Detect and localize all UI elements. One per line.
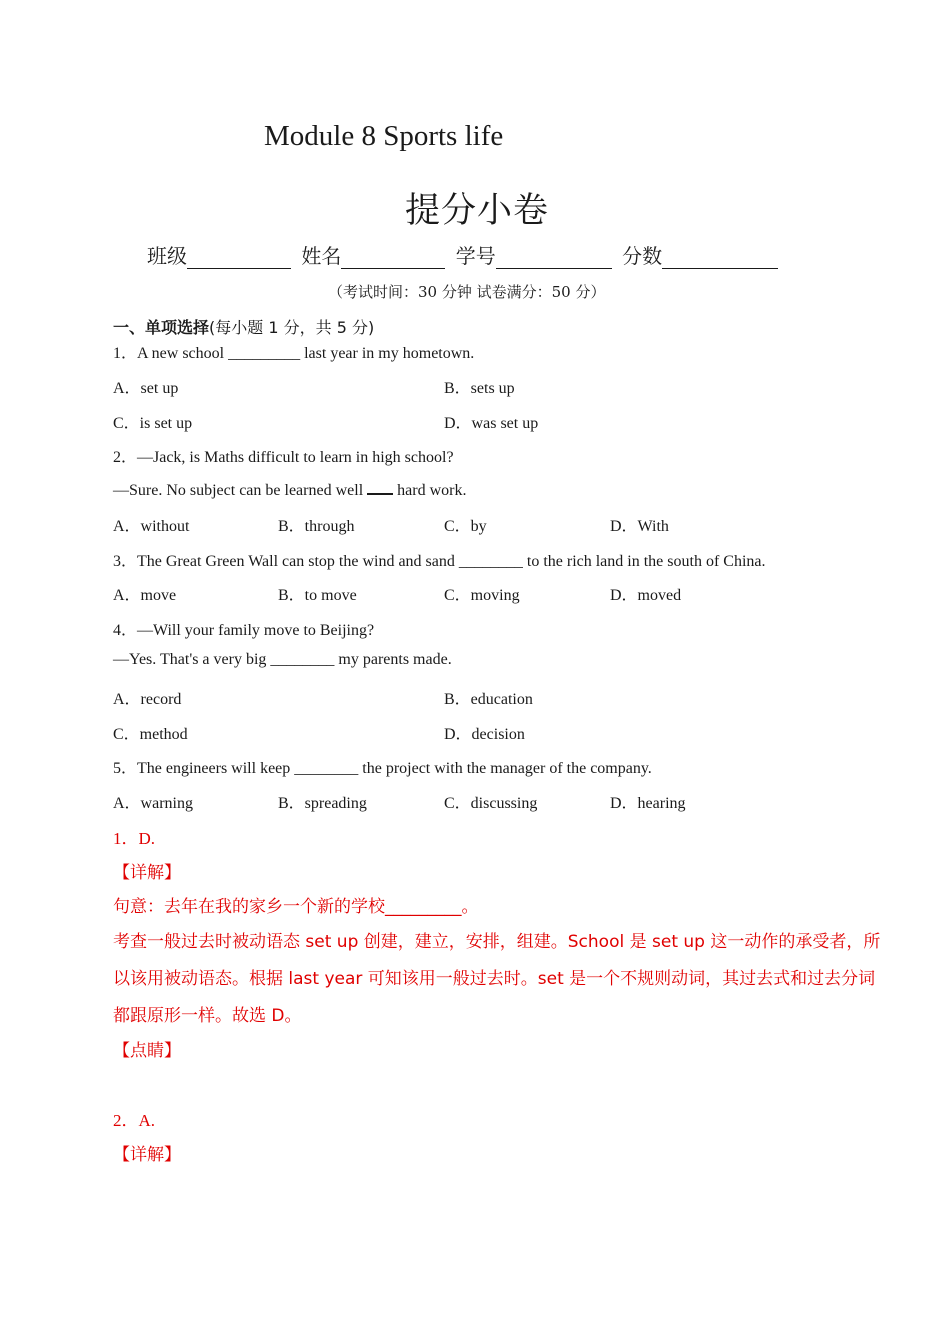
question-2-option-d: D．With	[610, 518, 669, 535]
section-heading	[113, 315, 374, 338]
answer-1-pointer-label: 【点睛】	[113, 1041, 181, 1061]
question-4-option-d: D．decision	[444, 726, 525, 743]
answer-1-explanation-line-3: 都跟原形一样。故选 D。	[113, 1006, 302, 1026]
score-label: 分数	[622, 244, 663, 268]
section-title-bold: 一、单项选择	[113, 318, 210, 337]
question-4-response: —Yes. That's a very big ________ my parents made.	[113, 651, 452, 668]
question-3-option-a: A．move	[113, 587, 177, 604]
question-3-option-c: C．moving	[444, 587, 520, 604]
question-3-option-d: D．moved	[610, 587, 682, 604]
question-4-option-b: B．education	[444, 691, 533, 708]
question-2-response	[113, 479, 466, 500]
question-2-response-pre: —Sure. No subject can be learned well	[113, 482, 368, 499]
class-label: 班级	[147, 244, 187, 268]
question-4-stem: 4．—Will your family move to Beijing?	[113, 622, 375, 639]
number-blank	[496, 248, 612, 269]
answer-1-explanation-line-2: 以该用被动语态。根据 last year 可知该用一般过去时。set 是一个不规则动词，其过去式和过去分词	[113, 969, 876, 989]
question-5-option-b: B．spreading	[278, 795, 367, 812]
question-5-stem: 5．The engineers will keep ________ the project with the manager of the company.	[113, 760, 652, 777]
class-blank	[187, 248, 291, 269]
module-title: Module 8 Sports life	[264, 120, 504, 152]
score-blank	[662, 248, 778, 269]
question-1-stem: 1．A new school _________ last year in my hometown.	[113, 345, 475, 362]
question-1-option-d: D．was set up	[444, 415, 539, 432]
answer-2: 2．A.	[113, 1111, 156, 1130]
question-2-option-a: A．without	[113, 518, 190, 535]
question-3-stem: 3．The Great Green Wall can stop the wind and sand ________ to the rich land in the south of China.	[113, 553, 766, 570]
name-blank	[341, 248, 445, 269]
question-5-option-d: D．hearing	[610, 795, 686, 812]
question-2-stem: 2．—Jack, is Maths difficult to learn in high school?	[113, 449, 454, 466]
question-2-response-post: hard work.	[393, 482, 467, 499]
question-4-option-c: C．method	[113, 726, 188, 743]
answer-1-explanation-line-1: 考查一般过去时被动语态 set up 创建，建立，安排，组建。School 是 set up 这一动作的承受者，所	[113, 932, 881, 952]
answer-1-detail-label: 【详解】	[113, 863, 181, 883]
question-2-option-c: C．by	[444, 518, 487, 535]
student-info-line	[147, 240, 782, 269]
section-title-rest: (每小题 1 分，共 5 分)	[209, 318, 375, 337]
question-2-blank	[367, 479, 393, 495]
question-4-option-a: A．record	[113, 691, 182, 708]
exam-info: （考试时间：30 分钟 试卷满分：50 分）	[328, 283, 606, 301]
question-1-option-a: A．set up	[113, 380, 179, 397]
question-1-option-b: B．sets up	[444, 380, 515, 397]
question-3-option-b: B．to move	[278, 587, 357, 604]
page-title: 提分小卷	[405, 191, 550, 231]
question-5-option-a: A．warning	[113, 795, 193, 812]
answer-1-meaning: 句意：去年在我的家乡一个新的学校_________。	[113, 897, 479, 917]
name-label: 姓名	[301, 244, 342, 268]
question-2-option-b: B．through	[278, 518, 355, 535]
question-5-option-c: C．discussing	[444, 795, 538, 812]
answer-1: 1．D.	[113, 829, 156, 848]
number-label: 学号	[455, 244, 496, 268]
question-1-option-c: C．is set up	[113, 415, 193, 432]
answer-2-detail-label: 【详解】	[113, 1145, 181, 1165]
